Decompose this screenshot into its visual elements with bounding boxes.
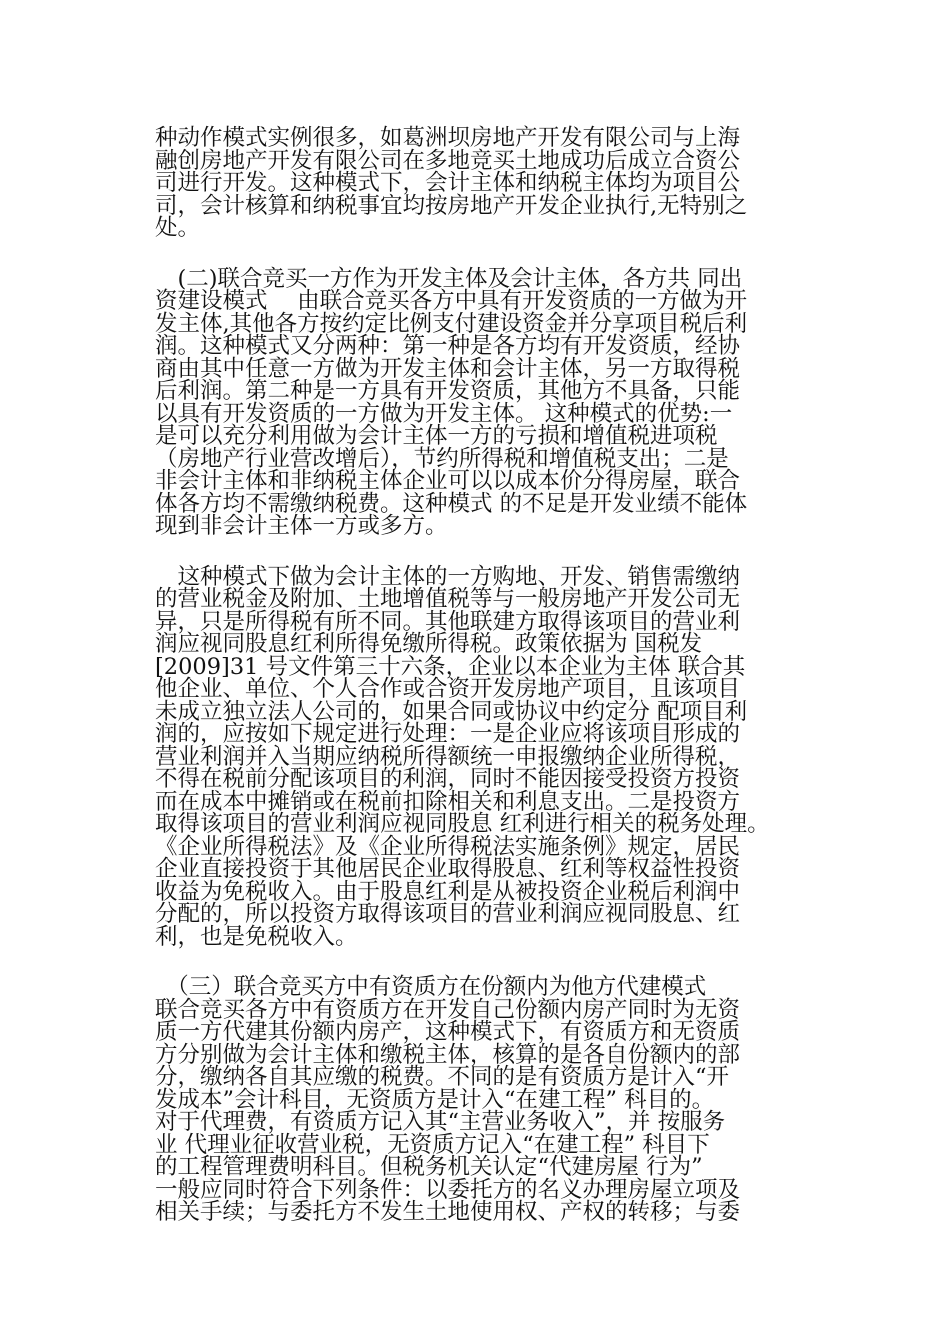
text-line: 现到非会计主体一方或多方。 bbox=[155, 513, 448, 539]
paragraph-2 bbox=[155, 265, 855, 539]
text-line: 商由其中任意一方做为开发主体和会计主体，另一方取得税 bbox=[155, 355, 741, 382]
text-line: [2009]31 号文件第三十六条，企业以本企业为主体 联合其 bbox=[155, 653, 746, 680]
text-line: 他企业、单位、个人合作或合资开发房地产项目，且该项目 bbox=[155, 676, 741, 702]
text-line: 相关手续；与委托方不发生土地使用权、产权的转移；与委 bbox=[155, 1199, 741, 1225]
text-line: 这种模式下做为会计主体的一方购地、开发、销售需缴纳 bbox=[155, 563, 741, 590]
text-line: 融创房地产开发有限公司在多地竞买土地成功后成立合资公 bbox=[155, 147, 741, 174]
document-page bbox=[155, 127, 855, 1252]
text-line: （房地产行业营改增后），节约所得税和增值税支出；二是 bbox=[155, 445, 729, 472]
text-line: 种动作模式实例很多，如葛洲坝房地产开发有限公司与上海 bbox=[155, 125, 741, 151]
text-line: 对于代理费，有资质方记入其“主营业务收入”，并 按服务 bbox=[155, 1109, 726, 1135]
text-line: 司进行开发。这种模式下，会计主体和纳税主体均为项目公 bbox=[155, 170, 741, 196]
text-line: 是可以充分利用做为会计主体一方的亏损和增值税进项税 bbox=[155, 423, 718, 449]
text-line: 润。这种模式又分两种：第一种是各方均有开发资质，经协 bbox=[155, 333, 741, 359]
text-line: 方分别做为会计主体和缴税主体，核算的是各自份额内的部 bbox=[155, 1041, 741, 1068]
paragraph-3 bbox=[155, 563, 855, 950]
text-line: 营业利润并入当期应纳税所得额统一申报缴纳企业所得税， bbox=[155, 743, 741, 770]
text-line: （三）联合竞买方中有资质方在份额内为他方代建模式 bbox=[155, 974, 707, 1000]
text-line: 业 代理业征收营业税，无资质方记入“在建工程” 科目下 bbox=[155, 1131, 710, 1158]
text-line: 异，只是所得税有所不同。其他联建方取得该项目的营业利 bbox=[155, 608, 741, 635]
text-line: 体各方均不需缴纳税费。这种模式 的不足是开发业绩不能体 bbox=[155, 490, 748, 517]
text-line: 处。 bbox=[155, 215, 201, 241]
text-line: 未成立独立法人公司的，如果合同或协议中约定分 配项目利 bbox=[155, 698, 748, 725]
text-line: 以具有开发资质的一方做为开发主体。 这种模式的优势:一 bbox=[155, 400, 733, 427]
text-line: 资建设模式 由联合竞买各方中具有开发资质的一方做为开 bbox=[155, 288, 748, 314]
text-line: 利，也是免税收入。 bbox=[155, 923, 358, 950]
text-line: 的工程管理费明科目。但税务机关认定“代建房屋 行为” bbox=[155, 1154, 703, 1180]
text-line: 质一方代建其份额内房产，这种模式下，有资质方和无资质 bbox=[155, 1019, 741, 1045]
text-line: 分配的，所以投资方取得该项目的营业利润应视同股息、红 bbox=[155, 901, 741, 927]
text-line: 后利润。第二种是一方具有开发资质，其他方不具备，只能 bbox=[155, 378, 741, 404]
text-line: 润的，应按如下规定进行处理：一是企业应将该项目形成的 bbox=[155, 721, 741, 747]
text-line: 司，会计核算和纳税事宜均按房地产开发企业执行,无特别之 bbox=[155, 192, 748, 219]
text-line: 发成本”会计科目，无资质方是计入“在建工程” 科目的。 bbox=[155, 1086, 715, 1113]
text-line: 取得该项目的营业利润应视同股息 红利进行相关的税务处理。 bbox=[155, 811, 770, 837]
text-line: (二)联合竞买一方作为开发主体及会计主体，各方共 同出 bbox=[155, 265, 743, 292]
paragraph-1 bbox=[155, 127, 855, 240]
text-line: 《企业所得税法》及《企业所得税法实施条例》规定，居民 bbox=[155, 833, 741, 860]
text-line: 收益为免税收入。由于股息红利是从被投资企业税后利润中 bbox=[155, 878, 741, 905]
text-line: 不得在税前分配该项目的利润，同时不能因接受投资方投资 bbox=[155, 766, 741, 792]
text-line: 企业直接投资于其他居民企业取得股息、红利等权益性投资 bbox=[155, 856, 741, 882]
text-line: 的营业税金及附加、土地增值税等与一般房地产开发公司无 bbox=[155, 586, 741, 612]
text-line: 一般应同时符合下列条件：以委托方的名义办理房屋立项及 bbox=[155, 1176, 741, 1203]
text-line: 润应视同股息红利所得免缴所得税。政策依据为 国税发 bbox=[155, 631, 703, 657]
text-line: 非会计主体和非纳税主体企业可以以成本价分得房屋，联合 bbox=[155, 468, 741, 494]
text-line: 而在成本中摊销或在税前扣除相关和利息支出。二是投资方 bbox=[155, 788, 741, 815]
text-line: 发主体,其他各方按约定比例支付建设资金并分享项目税后利 bbox=[155, 310, 748, 337]
text-line: 分，缴纳各自其应缴的税费。不同的是有资质方是计入“开 bbox=[155, 1064, 730, 1090]
text-line: 联合竞买各方中有资质方在开发自己份额内房产同时为无资 bbox=[155, 996, 741, 1023]
paragraph-4 bbox=[155, 976, 855, 1224]
